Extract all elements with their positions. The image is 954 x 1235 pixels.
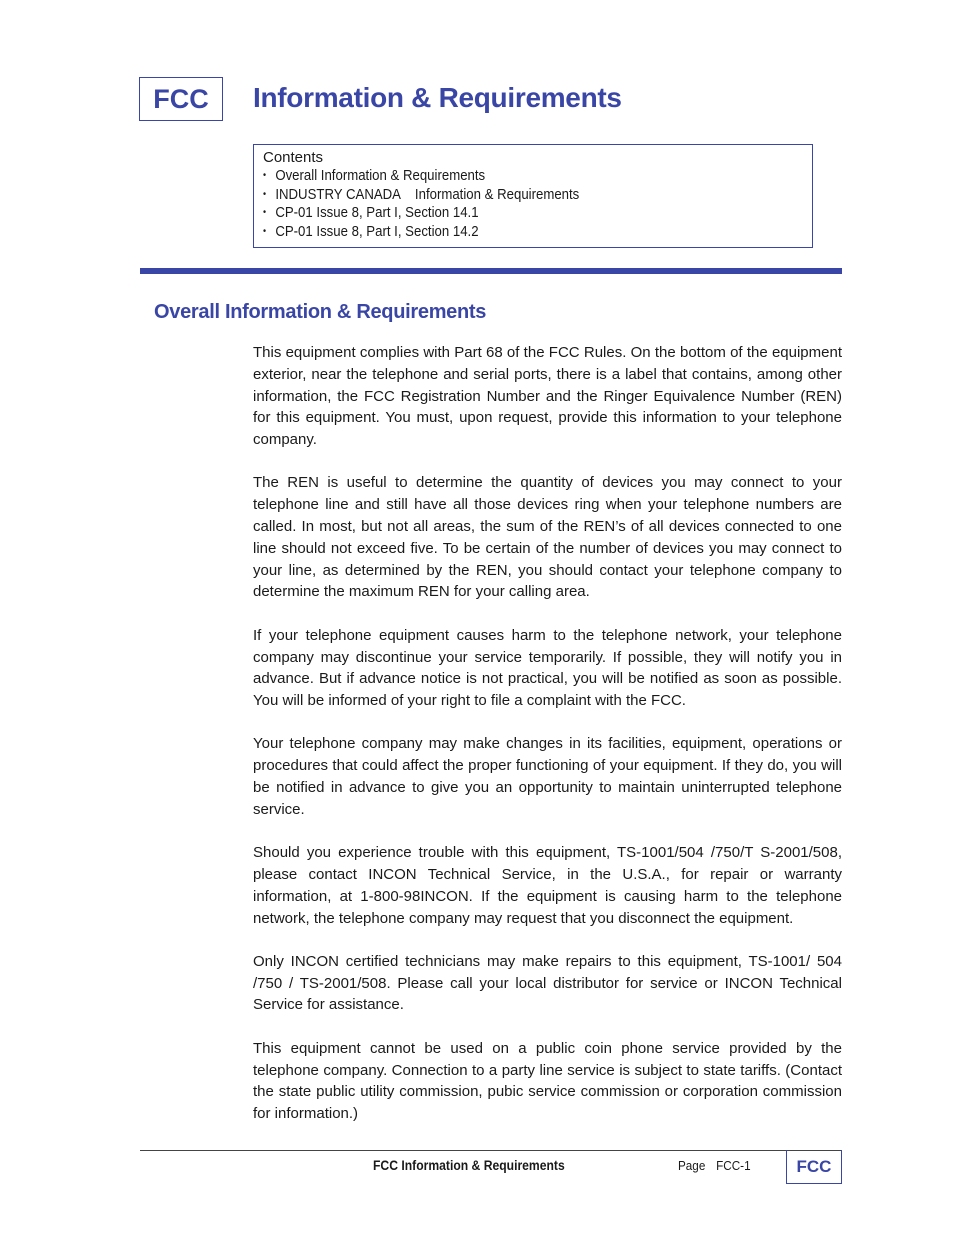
footer-page-value: FCC-1: [716, 1158, 751, 1173]
footer-page-label: Page: [678, 1158, 706, 1173]
footer-title: FCC Information & Requirements: [373, 1158, 565, 1173]
footer-page-number: [678, 1158, 751, 1173]
body-paragraph: Only INCON certified technicians may make repairs to this equipment, TS-1001/ 504 /750 / TS-2001/508. Please call your local distributor for service or INCON Technical Service for assistance.: [253, 952, 842, 1014]
body-paragraph: This equipment cannot be used on a public coin phone service provided by the telephone company. Connection to a party line service is subject to state tariffs. (Contact the state public utility commission, pubic service commission or corporation commission for information.): [253, 1039, 842, 1123]
contents-item: • CP-01 Issue 8, Part I, Section 14.2: [263, 223, 738, 242]
header-fcc-badge: FCC: [139, 77, 223, 121]
body-paragraph: The REN is useful to determine the quantity of devices you may connect to your telephone line and still have all those devices ring when your telephone numbers are called. In most, but not all areas, the sum of the REN’s of all devices connected to one line should not exceed five. To be certain of the number of devices you may connect to your line, as determined by the REN, you should contact your telephone company to determine the maximum REN for your calling area.: [253, 474, 842, 601]
body-paragraph: Your telephone company may make changes in its facilities, equipment, operations or procedures that could affect the proper functioning of your equipment. If they do, you will be notified in advance to give you an opportunity to maintain uninterrupted telephone service.: [253, 735, 842, 818]
contents-heading: Contents: [263, 149, 324, 166]
body-paragraph: If your telephone equipment causes harm to the telephone network, your telephone company may discontinue your service temporarily. If possible, they will notify you in advance. But if advance notice is not practical, you will be notified as soon as possible. You will be informed of your right to file a complaint with the FCC.: [253, 626, 842, 710]
contents-item: • INDUSTRY CANADA Information & Requirements: [263, 186, 738, 205]
section-divider: [140, 268, 842, 274]
contents-list: [263, 167, 803, 241]
contents-item: • Overall Information & Requirements: [263, 167, 738, 186]
body-paragraph: This equipment complies with Part 68 of the FCC Rules. On the bottom of the equipment exterior, near the telephone and serial ports, there is a label that contains, among other information, the FCC Registration Number and the Ringer Equivalence Number (REN) for this equipment. You must, upon request, provide this information to your telephone company.: [253, 344, 842, 449]
body-paragraph: Should you experience trouble with this equipment, TS-1001/504 /750/T S-2001/508, please contact INCON Technical Service, in the U.S.A., for repair or warranty information, at 1-800-98INCON. If the equipment is causing harm to the telephone network, the telephone company may request that you disconnect the equipment.: [253, 844, 842, 927]
footer-fcc-badge: FCC: [786, 1150, 842, 1184]
contents-box: [253, 144, 813, 248]
section-body: [253, 342, 842, 1146]
section-title: Overall Information & Requirements: [154, 301, 487, 323]
page-title: Information & Requirements: [253, 82, 622, 113]
footer-divider: [140, 1150, 842, 1151]
contents-item: • CP-01 Issue 8, Part I, Section 14.1: [263, 204, 738, 223]
